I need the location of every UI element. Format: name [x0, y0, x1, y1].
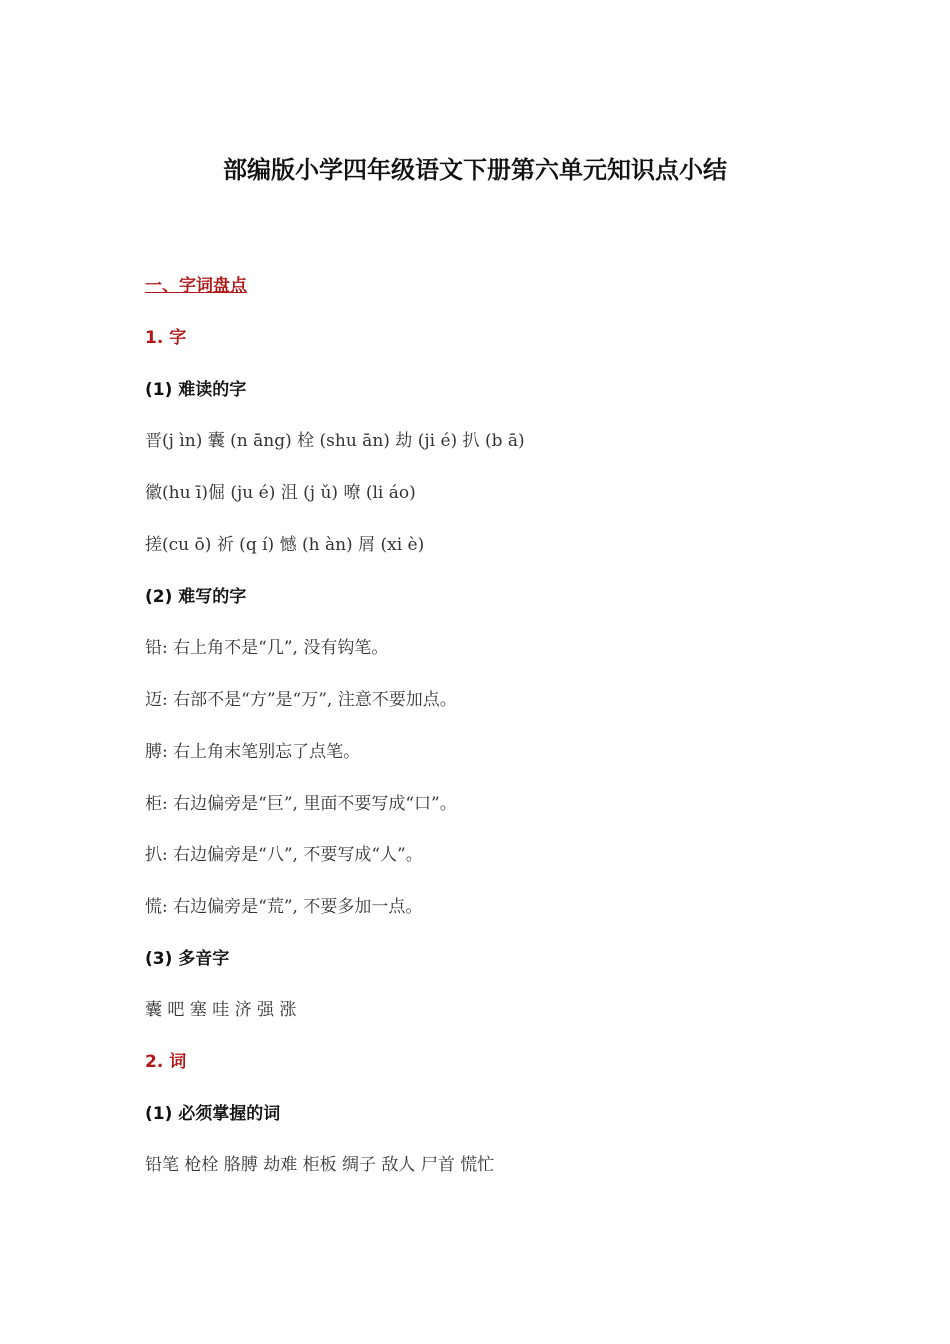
hard-write-line-6: 慌: 右边偏旁是“荒”, 不要多加一点。	[145, 897, 423, 917]
hard-write-line-5: 扒: 右边偏旁是“八”, 不要写成“人”。	[145, 845, 423, 865]
hard-write-line-4: 柜: 右边偏旁是“巨”, 里面不要写成“口”。	[145, 794, 457, 814]
heading-hard-to-write: (2) 难写的字	[145, 587, 247, 607]
hard-write-line-2: 迈: 右部不是“方”是“万”, 注意不要加点。	[145, 690, 457, 710]
hard-write-line-3: 膊: 右上角末笔别忘了点笔。	[145, 742, 361, 762]
subsection-heading-characters: 1. 字	[145, 328, 187, 348]
heading-hard-to-read: (1) 难读的字	[145, 380, 247, 400]
heading-must-know-words: (1) 必须掌握的词	[145, 1104, 281, 1124]
hard-read-line-3: 搓(cu ō) 祈 (q í) 憾 (h àn) 屑 (xi è)	[145, 535, 425, 555]
heading-polyphonic: (3) 多音字	[145, 949, 230, 969]
polyphonic-line: 囊 吧 塞 哇 济 强 涨	[145, 1000, 297, 1020]
must-know-words-line: 铅笔 枪栓 胳膊 劫难 柜板 绸子 敌人 尸首 慌忙	[145, 1155, 495, 1175]
section-heading-word-review: 一、字词盘点	[145, 276, 247, 296]
hard-read-line-1: 晋(j ìn) 囊 (n āng) 栓 (shu ān) 劫 (ji é) 扒 (b ā)	[145, 431, 525, 451]
subsection-heading-words: 2. 词	[145, 1052, 187, 1072]
page-title: 部编版小学四年级语文下册第六单元知识点小结	[223, 156, 727, 184]
hard-read-line-2: 徽(hu ī)倔 (ju é) 沮 (j ǔ) 嘹 (li áo)	[145, 483, 416, 503]
hard-write-line-1: 铅: 右上角不是“几”, 没有钩笔。	[145, 638, 389, 658]
